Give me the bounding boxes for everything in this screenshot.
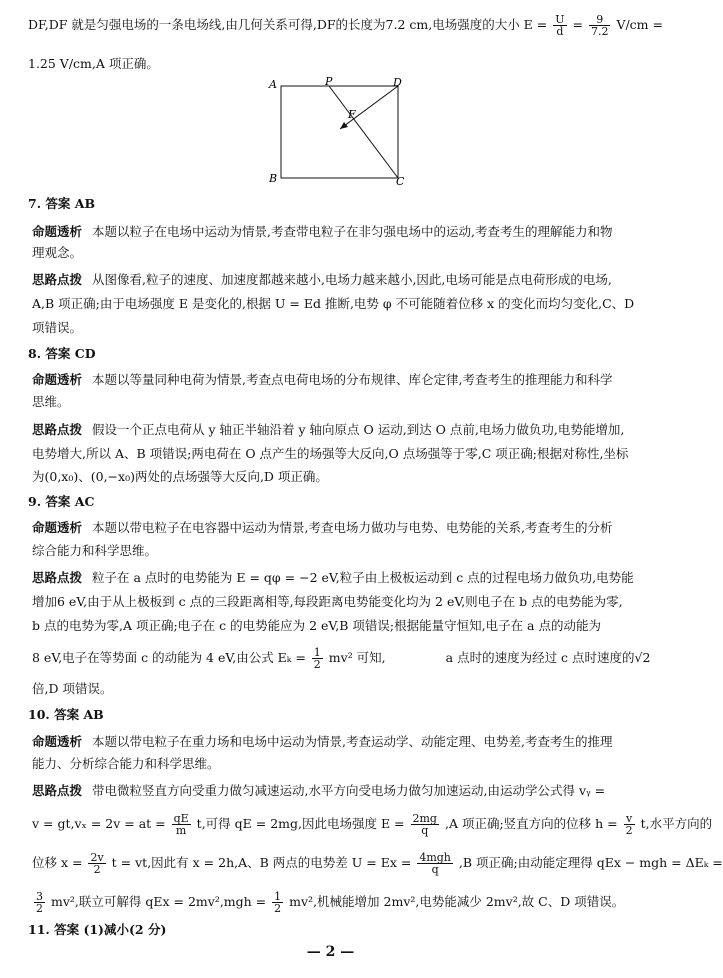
rectangle-figure (268, 76, 408, 188)
fraction-half-2: $\frac{1}{2}$ (274, 890, 282, 915)
text-line: 增加6 eV,由于从上极板到 c 点的三段距离相等,每段距离电势能变化均为 2 eV,则电子在 b 点的电势能为零, (32, 594, 623, 609)
text-line: 倍,D 项错误。 (32, 681, 113, 696)
text-line: 思路点拨 假设一个正点电荷从 y 轴正半轴沿着 y 轴向原点 O 运动,到达 O 点前,电场力做负功,电势能增加, (32, 422, 625, 437)
text-line: 命题透析 本题以等量同种电荷为情景,考查点电荷电场的分布规律、库仑定律,考查考生的推理能力和科学 (32, 372, 613, 387)
text-line: 思路点拨 从图像看,粒子的速度、加速度都越来越小,电场力越来越小,因此,电场可能是点电荷形成的电场, (32, 272, 612, 287)
line-pc (329, 86, 398, 178)
fraction-v-2: $\frac{v}{2}$ (625, 812, 633, 837)
text-line: 为(0,x₀)、(0,−x₀)两处的点场强等大反向,D 项正确。 (32, 469, 328, 484)
label-a: A (269, 78, 277, 91)
q7-answer: 7. 答案 AB (28, 196, 96, 211)
text-line: $\frac{3}{2}$ mv²,联立可解得 qEx = 2mv²,mgh = $\frac{1}{2}$ mv²,机械能增加 2mv²,电势能减少 2mv²,故 C、D 项错误。 (36, 890, 625, 915)
q8-answer: 8. 答案 CD (28, 346, 96, 361)
text-line: 思路点拨 带电微粒竖直方向受重力做匀减速运动,水平方向受电场力做匀加速运动,由运动学公式得 vᵧ = (32, 783, 606, 798)
text-line: A,B 项正确;由于电场强度 E 是变化的,根据 U = Ed 推断,电势 φ 不可能随着位移 x 的变化而均匀变化,C、D (32, 296, 635, 311)
fraction-3-2: $\frac{3}{2}$ (36, 890, 43, 915)
text-line: 1.25 V/cm,A 项正确。 (28, 56, 159, 71)
text-line: 8 eV,电子在等势面 c 的动能为 4 eV,由公式 Eₖ = $\frac{1}{2}$ mv² 可知, a 点时的速度为经过 c 点时速度的√2 (32, 646, 651, 671)
q10-answer: 10. 答案 AB (28, 707, 104, 722)
fraction-2v-2: $\frac{2v}{2}$ (90, 851, 104, 876)
text-line: 命题透析 本题以带电粒子在重力场和电场中运动为情景,考查运动学、动能定理、电势差,考查考生的推理 (32, 734, 613, 749)
q9-answer: 9. 答案 AC (28, 494, 95, 509)
page-number: — 2 — (306, 944, 355, 960)
text-line: 命题透析 本题以粒子在电场中运动为情景,考查带电粒子在非匀强电场中的运动,考查考生的理解能力和物 (32, 224, 613, 239)
text: DF,DF 就是匀强电场的一条电场线,由几何关系可得,DF的长度为7.2 cm,电场强度的大小 E = (28, 17, 548, 32)
text-line: b 点的电势为零,A 项正确;电子在 c 的电势能应为 2 eV,B 项错误;根据能量守恒知,电子在 a 点的动能为 (32, 618, 601, 633)
fraction-qE-m: $\frac{qE}{m}$ (173, 812, 189, 837)
text-line: 理观念。 (32, 245, 83, 260)
label-c: C (396, 175, 405, 188)
text-line: 能力、分析综合能力和科学思维。 (32, 756, 220, 771)
label-b: B (269, 172, 278, 185)
text-line: 电势增大,所以 A、B 项错误;两电荷在 O 点产生的场强等大反向,O 点场强等于零,C 项正确;根据对称性,坐标 (32, 446, 629, 461)
fraction-4mgh-q: $\frac{\text{4mgh}}{q}$ (419, 851, 451, 876)
text-line: v = gt,vₓ = 2v = at = $\frac{qE}{m}$ t,可得 qE = 2mg,因此电场强度 E = $\frac{2mg}{q}$ ,A 项正确;竖直方向的位移 h = $\frac{v}{2}$ t,水平方向的 (32, 812, 713, 837)
text-line: 项错误。 (32, 320, 83, 335)
q11-answer: 11. 答案 (1)减小(2 分) (28, 922, 167, 937)
text-line: 综合能力和科学思维。 (32, 543, 158, 558)
text-line: DF,DF 就是匀强电场的一条电场线,由几何关系可得,DF的长度为7.2 cm,电场强度的大小 E = $\frac{U}{d}$ = $\frac{9}{7.2}$ V/cm = (28, 13, 663, 38)
fraction-half: $\frac{1}{2}$ (313, 646, 321, 671)
fraction-9-7.2: $\frac{9}{7.2}$ (590, 13, 609, 38)
label-p: P (325, 75, 333, 88)
text-line: 思维。 (32, 394, 70, 409)
text-line: 思路点拨 粒子在 a 点时的电势能为 E = qφ = −2 eV,粒子由上极板运动到 c 点的过程电场力做负功,电势能 (32, 570, 634, 585)
fraction-U-d: $\frac{U}{d}$ (555, 13, 565, 38)
label-f: F (348, 108, 356, 121)
text-line: 位移 x = $\frac{2v}{2}$ t = vt,因此有 x = 2h,A、B 两点的电势差 U = Ex = $\frac{\text{4mgh}}{q}$ ,B 项正确;由动能定理得 qEx − mgh = ΔEₖ = (32, 851, 723, 876)
arrow-head (340, 122, 348, 129)
text-line: 命题透析 本题以带电粒子在电容器中运动为情景,考查电场力做功与电势、电势能的关系,考查考生的分析 (32, 520, 613, 535)
fraction-2mg-q: $\frac{2mg}{q}$ (412, 812, 437, 837)
label-d: D (393, 76, 402, 89)
